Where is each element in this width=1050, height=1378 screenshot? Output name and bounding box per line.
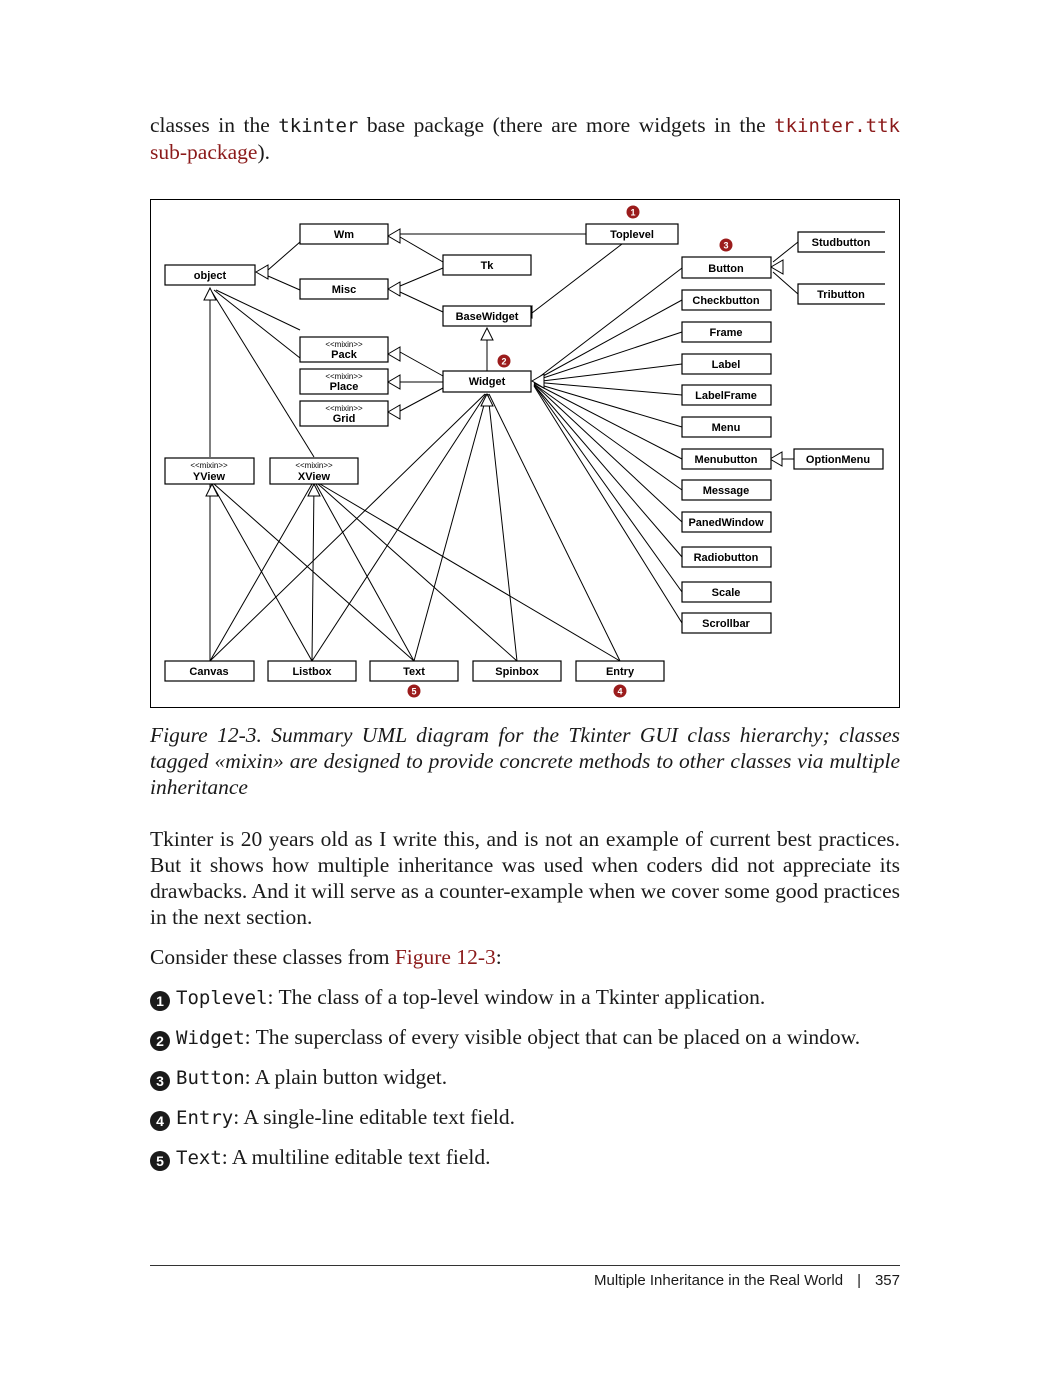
class-frame <box>682 322 771 342</box>
class-label: Radiobutton <box>693 552 759 564</box>
class-label: Scrollbar <box>702 618 750 630</box>
running-title: Multiple Inheritance in the Real World <box>594 1272 844 1289</box>
stereotype-label: <<mixin>> <box>325 372 363 381</box>
intro-text: base package (there are more widgets in the <box>358 113 775 137</box>
class-tk <box>443 255 531 275</box>
class-optionmenu <box>794 449 883 469</box>
class-label: Canvas <box>189 666 229 678</box>
callout-marker-2 <box>498 355 511 368</box>
class-widget <box>443 371 531 392</box>
code-name: Entry <box>176 1107 234 1129</box>
page-number: 357 <box>874 1272 900 1289</box>
item-text: : A single-line editable text field. <box>233 1105 516 1129</box>
class-label: Widget <box>468 376 506 388</box>
paragraph-tkinter-age: Tkinter is 20 years old as I write this, and is not an example of current best practices. But it shows how multiple inheritance was used when coders did not appreciate its drawbacks. And it will serve as a counter-example when we cover some good practices in the next section. <box>150 827 900 929</box>
callout-item-toplevel <box>150 984 910 1011</box>
callout-marker-5 <box>408 685 421 698</box>
paragraph-text: Consider these classes from <box>150 945 395 969</box>
class-label: Scale <box>711 587 741 599</box>
class-label: OptionMenu <box>805 454 871 466</box>
page-footer <box>594 1272 900 1289</box>
link-subpackage[interactable]: sub-package <box>150 140 258 164</box>
callout-number: 5 <box>150 1151 170 1171</box>
stereotype-label: <<mixin>> <box>295 461 333 470</box>
class-message <box>682 480 771 500</box>
intro-paragraph <box>150 112 900 165</box>
class-label: Tributton <box>817 289 865 301</box>
uml-diagram <box>150 199 900 708</box>
class-label: Text <box>403 666 425 678</box>
class-label: Label <box>711 359 741 371</box>
class-radiobutton <box>682 547 771 567</box>
class-grid <box>300 401 388 426</box>
item-text: : A plain button widget. <box>244 1065 448 1089</box>
class-label: BaseWidget <box>455 311 519 323</box>
class-text <box>370 661 458 681</box>
callout-marker-4 <box>614 685 627 698</box>
callout-item-widget <box>150 1024 910 1051</box>
callout-marker-3 <box>720 239 733 252</box>
class-yview <box>165 458 254 484</box>
svg-text:1: 1 <box>630 207 636 218</box>
class-entry <box>576 661 664 681</box>
callout-item-entry <box>150 1104 910 1131</box>
callout-marker-1 <box>627 206 640 219</box>
callout-number: 3 <box>150 1071 170 1091</box>
svg-text:5: 5 <box>411 686 417 697</box>
class-menu <box>682 417 771 437</box>
stereotype-label: <<mixin>> <box>325 404 363 413</box>
class-place <box>300 369 388 394</box>
class-label: Entry <box>605 666 635 678</box>
uml-figure <box>150 199 900 708</box>
class-label: Checkbutton <box>692 295 760 307</box>
item-text: : The superclass of every visible object that can be placed on a window. <box>244 1025 861 1049</box>
stereotype-label: <<mixin>> <box>325 340 363 349</box>
class-panedwindow <box>682 512 771 532</box>
figure-caption: Figure 12-3. Summary UML diagram for the Tkinter GUI class hierarchy; classes tagged «mixin» are designed to provide concrete methods to other classes via multiple inheritance <box>150 723 900 799</box>
callout-item-text <box>150 1144 910 1171</box>
class-label: Tk <box>480 260 494 272</box>
class-canvas <box>165 661 254 681</box>
intro-text: ). <box>257 140 270 164</box>
class-wm <box>300 224 388 244</box>
class-label: object <box>193 270 227 282</box>
class-label: Button <box>708 263 744 275</box>
class-label: YView <box>192 471 226 483</box>
intro-text: classes in the <box>150 113 279 137</box>
class-labelframe <box>682 385 771 405</box>
class-button <box>682 257 771 278</box>
class-label: Place <box>329 381 359 393</box>
class-object <box>165 265 255 285</box>
class-spinbox <box>473 661 561 681</box>
paragraph-text: : <box>495 945 502 969</box>
class-basewidget <box>443 306 531 326</box>
class-label: Frame <box>709 327 743 339</box>
figure-link[interactable]: Figure 12-3 <box>394 945 496 969</box>
code-name: Button <box>176 1067 245 1089</box>
class-pack <box>300 337 388 362</box>
class-label: Listbox <box>292 666 332 678</box>
item-text: : The class of a top-level window in a Tkinter application. <box>267 985 766 1009</box>
class-label: LabelFrame <box>695 390 757 402</box>
class-toplevel <box>586 224 678 244</box>
stereotype-label: <<mixin>> <box>190 461 228 470</box>
class-checkbutton <box>682 290 771 310</box>
class-label: Wm <box>333 229 355 241</box>
class-label: XView <box>297 471 331 483</box>
svg-text:2: 2 <box>501 356 507 367</box>
class-label: Spinbox <box>495 666 539 678</box>
class-scale <box>682 582 771 602</box>
paragraph-consider <box>150 944 900 970</box>
svg-text:4: 4 <box>617 686 623 697</box>
code-name: Text <box>176 1147 222 1169</box>
class-label: Misc <box>331 284 357 296</box>
footer-separator: | <box>857 1272 861 1289</box>
code-tkinter: tkinter <box>278 115 359 137</box>
footer-divider <box>150 1265 900 1266</box>
code-name: Widget <box>176 1027 245 1049</box>
class-label: Menu <box>711 422 741 434</box>
class-misc <box>300 279 388 299</box>
callout-number: 4 <box>150 1111 170 1131</box>
class-label: Toplevel <box>610 229 654 241</box>
class-label: Message <box>702 485 750 497</box>
class-label: Pack <box>331 349 357 361</box>
class-listbox <box>268 661 356 681</box>
class-label: Menubutton <box>694 454 758 466</box>
code-name: Toplevel <box>176 987 268 1009</box>
callout-number: 2 <box>150 1031 170 1051</box>
class-menubutton <box>682 449 771 469</box>
callout-item-button <box>150 1064 910 1091</box>
svg-text:3: 3 <box>723 240 729 251</box>
item-text: : A multiline editable text field. <box>221 1145 491 1169</box>
class-xview <box>270 458 358 484</box>
link-tkinter-ttk[interactable]: tkinter.ttk <box>774 115 900 137</box>
class-label: PanedWindow <box>688 517 764 529</box>
class-scrollbar <box>682 613 771 633</box>
class-label: Studbutton <box>811 237 871 249</box>
class-label-widget <box>682 354 771 374</box>
callout-number: 1 <box>150 991 170 1011</box>
class-label: Grid <box>332 413 356 425</box>
